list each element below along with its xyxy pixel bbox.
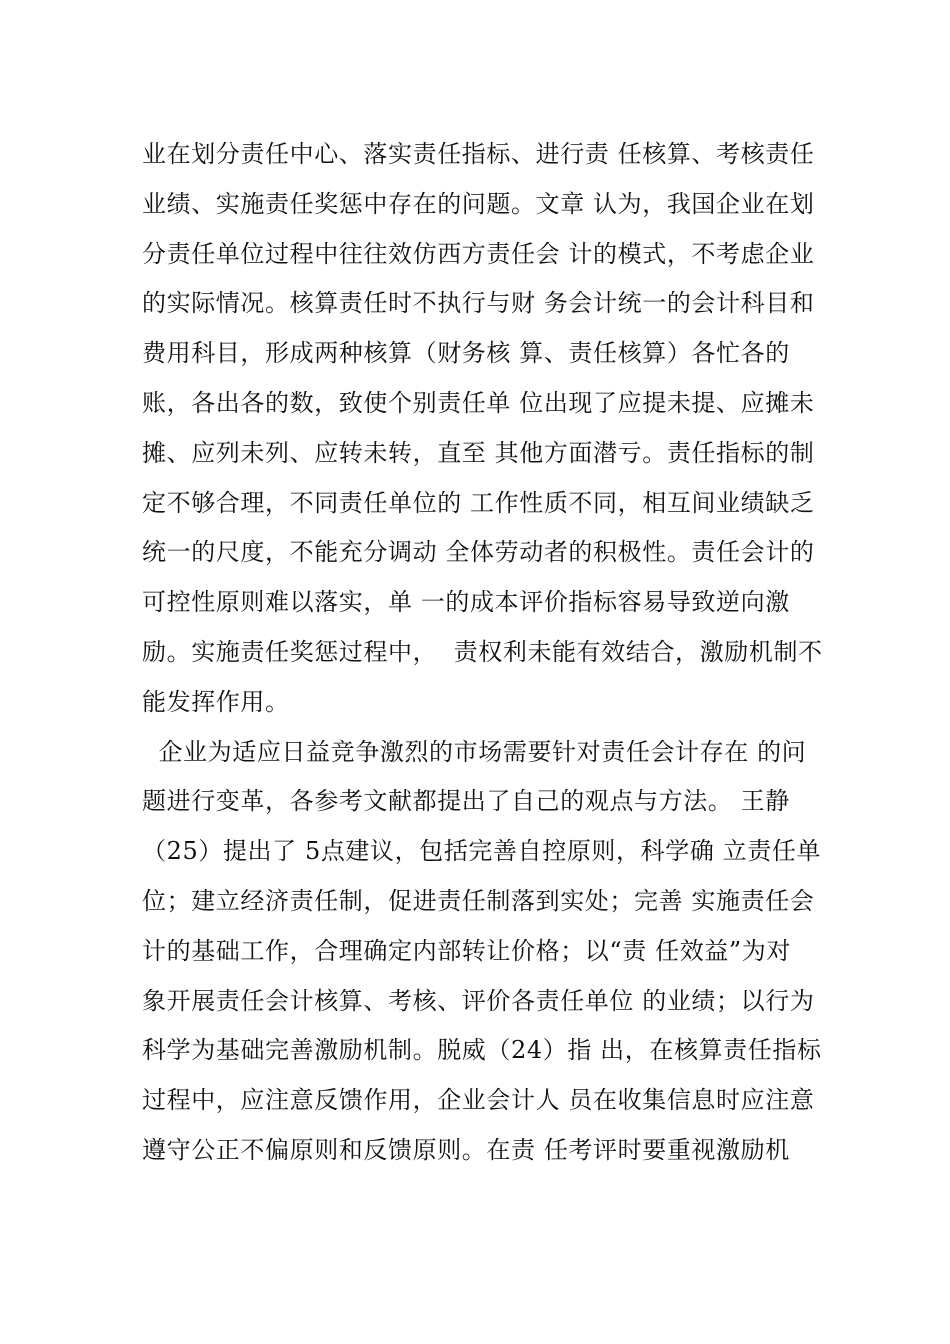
text-line: 象开展责任会计核算、考核、评价各责任单位 的业绩；以行为 xyxy=(142,986,815,1015)
text-line: 遵守公正不偏原则和反馈原则。在责 任考评时要重视激励机 xyxy=(142,1135,790,1164)
text-line: 摊、应列未列、应转未转，直至 其他方面潜亏。责任指标的制 xyxy=(142,438,815,467)
text-line: 定不够合理，不同责任单位的 工作性质不同，相互间业绩缺乏 xyxy=(142,488,815,517)
text-line: 科学为基础完善激励机制。脱威（24）指 出，在核算责任指标 xyxy=(142,1036,822,1065)
text-line: 分责任单位过程中往往效仿西方责任会 计的模式，不考虑企业 xyxy=(142,239,815,268)
text-line: 过程中，应注意反馈作用，企业会计人 员在收集信息时应注意 xyxy=(142,1086,815,1115)
text-line: 费用科目，形成两种核算（财务核 算、责任核算）各忙各的 xyxy=(142,339,790,368)
text-line: 账，各出各的数，致使个别责任单 位出现了应提未提、应摊未 xyxy=(142,388,815,417)
text-line: 业绩、实施责任奖惩中存在的问题。文章 认为，我国企业在划 xyxy=(142,189,815,218)
text-line: 能发挥作用。 xyxy=(142,687,290,716)
text-line: 位；建立经济责任制，促进责任制落到实处；完善 实施责任会 xyxy=(142,886,815,915)
text-line: 可控性原则难以落实，单 一的成本评价指标容易导致逆向激 xyxy=(142,588,790,617)
text-line: 题进行变革，各参考文献都提出了自己的观点与方法。 王静 xyxy=(142,787,790,816)
paragraph-start-line: 企业为适应日益竞争激烈的市场需要针对责任会计存在 的问 xyxy=(142,737,807,766)
body-text xyxy=(142,130,842,1176)
text-line: （25）提出了 5点建议，包括完善自控原则，科学确 立责任单 xyxy=(142,837,822,866)
text-line: 业在划分责任中心、落实责任指标、进行责 任核算、考核责任 xyxy=(142,140,815,168)
text-line: 的实际情况。核算责任时不执行与财 务会计统一的会计科目和 xyxy=(142,289,815,318)
text-line: 励。实施责任奖惩过程中， 责权利未能有效结合，激励机制不 xyxy=(142,637,823,666)
text-line: 统一的尺度，不能充分调动 全体劳动者的积极性。责任会计的 xyxy=(142,538,815,567)
text-line: 计的基础工作，合理确定内部转让价格；以“责 任效益”为对 xyxy=(142,936,791,965)
